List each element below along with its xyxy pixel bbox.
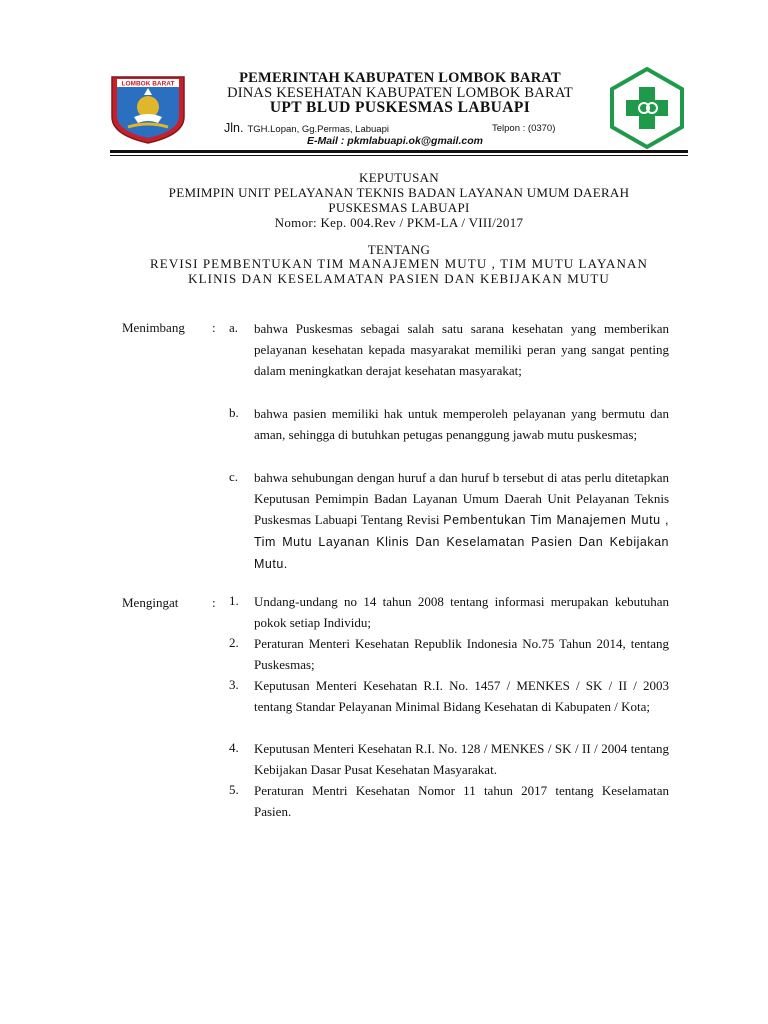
menimbang-item-b: bahwa pasien memiliki hak untuk memperoleh pelayanan yang bermutu dan aman, sehingga di butuhkan petugas penanggung jawab mutu puskesmas; xyxy=(254,406,669,443)
doc-issuer: PEMIMPIN UNIT PELAYANAN TEKNIS BADAN LAYANAN UMUM DAERAH xyxy=(168,185,630,200)
mengingat-item-1: Undang-undang no 14 tahun 2008 tentang informasi merupakan kebutuhan pokok setiap Individu; xyxy=(254,594,669,631)
letterhead-email: E-Mail : pkmlabuapi.ok@gmail.com xyxy=(307,135,483,147)
doc-number: Nomor: Kep. 004.Rev / PKM-LA / VIII/2017 xyxy=(274,215,524,230)
letterhead-address xyxy=(224,121,604,135)
mengingat-mark-4: 4. xyxy=(229,740,239,755)
mengingat-mark-2: 2. xyxy=(229,635,239,650)
telpon-text: Telpon : (0370) xyxy=(492,123,556,134)
doc-about-label: TENTANG xyxy=(367,242,431,257)
mengingat-item-5: Peraturan Mentri Kesehatan Nomor 11 tahun 2017 tentang Keselamatan Pasien. xyxy=(254,783,669,820)
menimbang-mark-c: c. xyxy=(229,469,239,484)
menimbang-item-c xyxy=(254,467,669,575)
doc-subject-line1: REVISI PEMBENTUKAN TIM MANAJEMEN MUTU , TIM MUTU LAYANAN xyxy=(150,256,648,271)
menimbang-item-c-subject: Pembentukan Tim Manajemen Mutu , Tim Mutu Layanan Klinis Dan Keselamatan Pasien Dan Kebijakan Mutu. xyxy=(254,513,669,572)
mengingat-mark-3: 3. xyxy=(229,677,239,692)
emblem-text: LOMBOK BARAT xyxy=(121,80,175,88)
mengingat-colon: : xyxy=(212,595,216,610)
lombok-barat-emblem-icon xyxy=(108,73,188,145)
mengingat-item-3: Keputusan Menteri Kesehatan R.I. No. 1457 / MENKES / SK / II / 2003 tentang Standar Pelayanan Minimal Bidang Kesehatan di Kabupaten / Kota; xyxy=(254,678,669,715)
menimbang-item-a: bahwa Puskesmas sebagai salah satu sarana kesehatan yang memberikan pelayanan kesehatan kepada masyarakat memiliki peran yang sangat penting dalam meningkatkan derajat kesehatan masyarakat; xyxy=(254,321,669,379)
letterhead-unit: UPT BLUD PUSKESMAS LABUAPI xyxy=(269,99,531,116)
mengingat-item-2: Peraturan Menteri Kesehatan Republik Indonesia No.75 Tahun 2014, tentang Puskesmas; xyxy=(254,636,669,673)
address-prefix: Jln. xyxy=(224,121,244,135)
menimbang-mark-a: a. xyxy=(229,320,239,335)
menimbang-colon: : xyxy=(212,320,216,335)
mengingat-mark-5: 5. xyxy=(229,782,239,797)
doc-issuer-name: PUSKESMAS LABUAPI xyxy=(328,200,470,215)
menimbang-item-c-text: bahwa sehubungan dengan huruf a dan huruf b tersebut di atas perlu ditetapkan Keputusan Pemimpin Badan Layanan Umum Daerah Unit Pelayanan Teknis Puskesmas Labuapi Tentang Revisi xyxy=(254,470,669,528)
doc-subject-line2: KLINIS DAN KESELAMATAN PASIEN DAN KEBIJAKAN MUTU xyxy=(188,271,610,286)
address-text: TGH.Lopan, Gg.Permas, Labuapi xyxy=(247,124,389,135)
letterhead-agency: DINAS KESEHATAN KABUPATEN LOMBOK BARAT xyxy=(227,85,573,101)
menimbang-mark-b: b. xyxy=(229,405,239,420)
mengingat-label: Mengingat xyxy=(122,595,179,610)
menimbang-label: Menimbang xyxy=(122,320,185,335)
letterhead-rule xyxy=(110,150,688,153)
mengingat-item-4: Keputusan Menteri Kesehatan R.I. No. 128 / MENKES / SK / II / 2004 tentang Kebijakan Dasar Pusat Kesehatan Masyarakat. xyxy=(254,741,669,778)
letterhead-rule-thin xyxy=(110,155,688,156)
doc-type: KEPUTUSAN xyxy=(359,170,439,185)
mengingat-mark-1: 1. xyxy=(229,593,239,608)
letterhead-government: PEMERINTAH KABUPATEN LOMBOK BARAT xyxy=(239,70,561,86)
puskesmas-cross-logo-icon xyxy=(608,66,686,150)
